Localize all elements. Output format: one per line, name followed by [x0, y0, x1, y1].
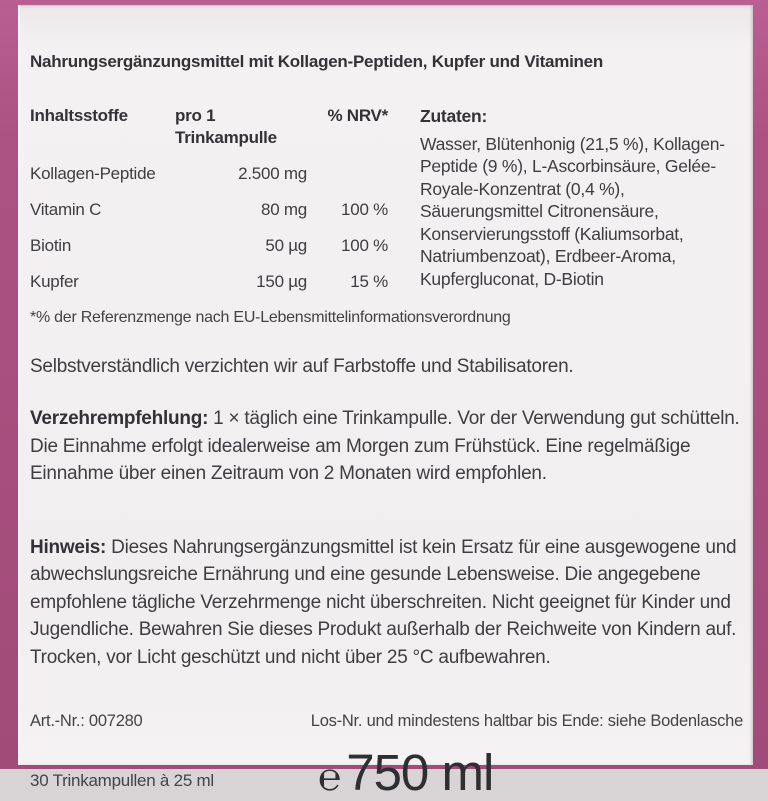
nutrition-table: [30, 105, 388, 293]
nutrient-name: Kollagen-Peptide: [30, 164, 156, 183]
nutrient-name: Vitamin C: [30, 200, 102, 219]
estimated-sign: ℮: [317, 756, 341, 799]
nutrition-table-header: [30, 105, 388, 149]
table-row: [30, 163, 388, 185]
column-header-ingredient: Inhaltsstoffe: [30, 106, 128, 125]
notice-text: Dieses Nahrungsergänzungsmittel ist kein Ersatz für eine ausgewogene und abwechslungsreiche Ernährung und eine gesunde Lebensweise. Die angegebene empfohlene tägliche Verzehrmenge nicht überschreiten. Nicht geeignet für Kinder und Jugendliche. Bewahren Sie dieses Produkt außerhalb der Reichweite von Kindern auf. Trocken, vor Licht geschützt und nicht über 25 °C aufbewahren.: [30, 536, 737, 668]
table-and-ingredients: [30, 105, 743, 293]
article-number: Art.-Nr.: 007280: [30, 712, 143, 730]
nutrient-nrv: 15 %: [350, 272, 388, 291]
label-panel: [18, 5, 753, 801]
nutrient-nrv: 100 %: [341, 236, 388, 255]
dosage-text: 1 × täglich eine Trinkampulle. Vor der Verwendung gut schütteln. Die Einnahme erfolgt idealerweise am Morgen zum Frühstück. Eine regelmäßige Einnahme über einen Zeitraum von 2 Monaten wird empfohlen.: [30, 408, 740, 484]
table-row: [30, 235, 388, 257]
nutrient-amount: 50 µg: [265, 236, 307, 255]
dosage-paragraph: [30, 405, 743, 488]
nrv-footnote: *% der Referenzmenge nach EU-Lebensmittelinformationsverordnung: [30, 309, 511, 326]
table-row: [30, 199, 388, 221]
nutrient-name: Biotin: [30, 236, 72, 255]
no-additives-claim: Selbstverständlich verzichten wir auf Farbstoffe und Stabilisatoren.: [30, 356, 574, 377]
nutrient-amount: 80 mg: [261, 200, 307, 219]
bottom-row: [30, 744, 743, 801]
nutrient-amount: 150 µg: [256, 272, 307, 291]
ingredients-heading: Zutaten:: [420, 106, 488, 126]
ingredients-block: [420, 105, 743, 293]
product-description-title: Nahrungsergänzungsmittel mit Kollagen-Peptiden, Kupfer und Vitaminen: [30, 52, 604, 71]
nutrient-nrv: 100 %: [341, 200, 388, 219]
nutrient-nrv: [307, 163, 388, 185]
table-row: [30, 271, 388, 293]
net-volume-value: 750 ml: [346, 744, 494, 801]
notice-heading: Hinweis:: [30, 536, 107, 558]
batch-info: Los-Nr. und mindestens haltbar bis Ende: siehe Bodenlasche: [310, 712, 743, 730]
ingredients-text: Wasser, Blütenhonig (21,5 %), Kollagen-Peptide (9 %), L-Ascorbinsäure, Gelée-Royale-Konzentrat (0,4 %), Säuerungsmittel Citronensäure, Konservierungsstoff (Kaliumsorbat, Natriumbenzoat), Erdbeer-Aroma, Kupfergluconat, D-Biotin: [420, 133, 725, 289]
contents-count: 30 Trinkampullen à 25 ml: [30, 771, 214, 790]
notice-paragraph: [30, 534, 743, 672]
column-header-nrv: % NRV*: [327, 106, 388, 125]
meta-row: [30, 712, 743, 731]
nutrient-amount: 2.500 mg: [238, 164, 307, 183]
nutrient-name: Kupfer: [30, 272, 79, 291]
net-volume: [317, 744, 494, 801]
column-header-per-ampoule: pro 1 Trinkampulle: [175, 106, 277, 147]
dosage-heading: Verzehrempfehlung:: [30, 408, 209, 429]
